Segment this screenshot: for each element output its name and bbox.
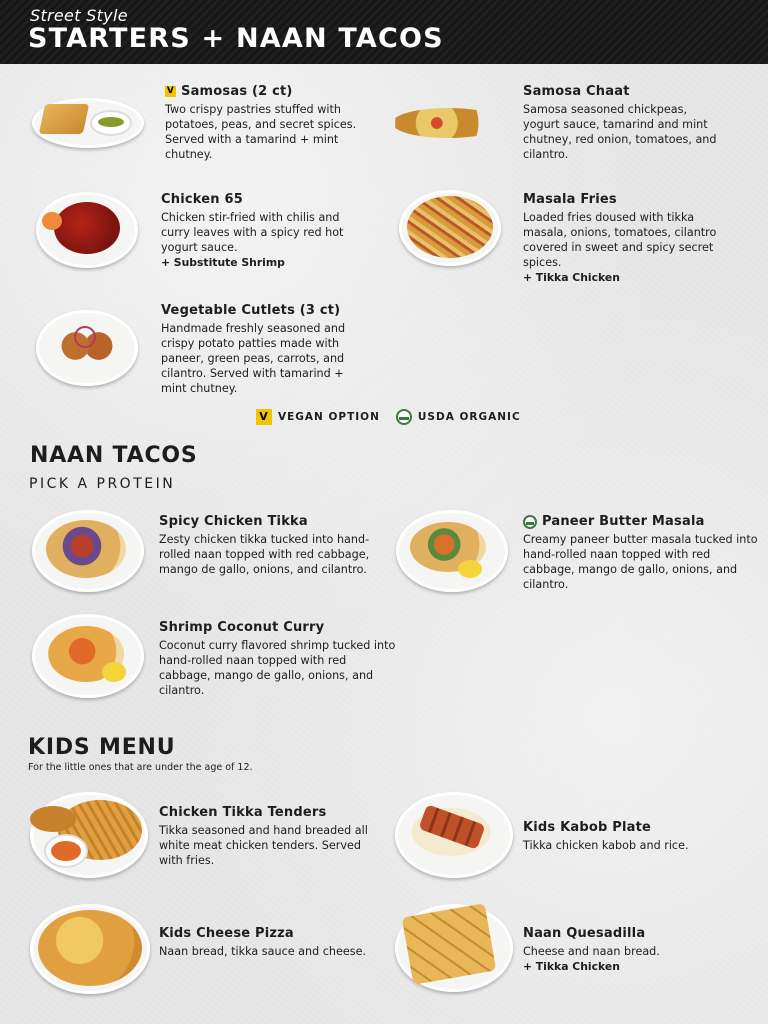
item-description: Zesty chicken tikka tucked into hand-rolled naan topped with red cabbage, mango de gallo, onions, and cilantro. (159, 533, 370, 576)
kids-menu-note: For the little ones that are under the age of 12. (28, 762, 253, 773)
usda-organic-icon (523, 515, 537, 529)
item-name: Shrimp Coconut Curry (159, 620, 325, 635)
menu-item-naan-quesadilla (523, 926, 743, 973)
menu-item-kids-kabob-plate (523, 820, 743, 853)
masala-fries-photo (399, 190, 501, 266)
menu-item-samosa-chaat (523, 84, 723, 162)
item-description: Tikka seasoned and hand breaded all white meat chicken tenders. Served with fries. (159, 824, 368, 867)
paneer-butter-masala-photo (396, 510, 508, 592)
chicken-tikka-tenders-photo (30, 792, 148, 878)
item-description: Handmade freshly seasoned and crispy potato patties made with paneer, green peas, carrots, and cilantro. Served with tamarind + mint chutney. (161, 322, 346, 395)
dietary-legend (256, 409, 521, 425)
item-description: Samosa seasoned chickpeas, yogurt sauce, tamarind and mint chutney, red onion, tomatoes, and cilantro. (523, 103, 717, 161)
menu-item-chicken-tikka-tenders (159, 805, 379, 868)
menu-item-kids-cheese-pizza (159, 926, 379, 959)
header-main-title: STARTERS + NAAN TACOS (28, 23, 444, 54)
menu-item-chicken-65 (161, 192, 371, 269)
item-name: Samosa Chaat (523, 84, 630, 99)
item-description: Two crispy pastries stuffed with potatoes, peas, and secret spices. Served with a tamarind + mint chutney. (165, 103, 357, 161)
kids-kabob-plate-photo (395, 792, 513, 878)
item-name: Kids Cheese Pizza (159, 926, 294, 941)
item-addon: + Tikka Chicken (523, 960, 620, 973)
item-description: Cheese and naan bread. (523, 945, 660, 958)
item-description: Tikka chicken kabob and rice. (523, 839, 689, 852)
header-script-title: Street Style (30, 6, 128, 25)
menu-item-vegetable-cutlets (161, 303, 371, 396)
page-header (0, 0, 768, 64)
chicken-65-photo (36, 192, 138, 268)
menu-item-paneer-butter-masala (523, 514, 763, 592)
item-name: Vegetable Cutlets (3 ct) (161, 303, 341, 318)
item-description: Loaded fries doused with tikka masala, onions, tomatoes, cilantro covered in sweet and spicy secret spices. (523, 211, 717, 269)
menu-item-shrimp-coconut-curry (159, 620, 399, 698)
shrimp-coconut-curry-photo (32, 614, 144, 698)
item-name: Samosas (2 ct) (181, 84, 293, 99)
kids-cheese-pizza-photo (30, 904, 150, 994)
vegan-option-label: VEGAN OPTION (278, 411, 380, 423)
naan-quesadilla-photo (395, 904, 513, 992)
naan-tacos-title: NAAN TACOS (30, 443, 198, 468)
item-name: Kids Kabob Plate (523, 820, 652, 835)
item-addon: + Substitute Shrimp (161, 256, 285, 269)
kids-menu-title: KIDS MENU (28, 735, 176, 760)
vegan-icon: V (166, 86, 175, 96)
usda-organic-icon (396, 409, 412, 425)
item-name: Spicy Chicken Tikka (159, 514, 308, 529)
item-name: Chicken Tikka Tenders (159, 805, 327, 820)
item-description: Coconut curry flavored shrimp tucked into hand-rolled naan topped with red cabbage, mango de gallo, onions, and cilantro. (159, 639, 396, 697)
samosas-photo (32, 98, 144, 148)
item-description: Creamy paneer butter masala tucked into hand-rolled naan topped with red cabbage, mango de gallo, onions, and cilantro. (523, 533, 758, 591)
vegan-icon: V (256, 409, 272, 425)
menu-item-samosas (165, 84, 365, 162)
naan-tacos-subtitle: PICK A PROTEIN (29, 476, 176, 492)
item-addon: + Tikka Chicken (523, 271, 620, 284)
usda-organic-label: USDA ORGANIC (417, 411, 521, 423)
item-name: Masala Fries (523, 192, 617, 207)
spicy-chicken-tikka-photo (32, 510, 144, 592)
menu-item-spicy-chicken-tikka (159, 514, 379, 577)
item-description: Chicken stir-fried with chilis and curry leaves with a spicy red hot yogurt sauce. (161, 211, 344, 254)
item-name: Paneer Butter Masala (542, 514, 705, 529)
item-name: Naan Quesadilla (523, 926, 646, 941)
item-description: Naan bread, tikka sauce and cheese. (159, 945, 367, 958)
item-name: Chicken 65 (161, 192, 243, 207)
menu-item-masala-fries (523, 192, 723, 284)
samosa-chaat-photo (392, 98, 508, 144)
vegetable-cutlets-photo (36, 310, 138, 386)
